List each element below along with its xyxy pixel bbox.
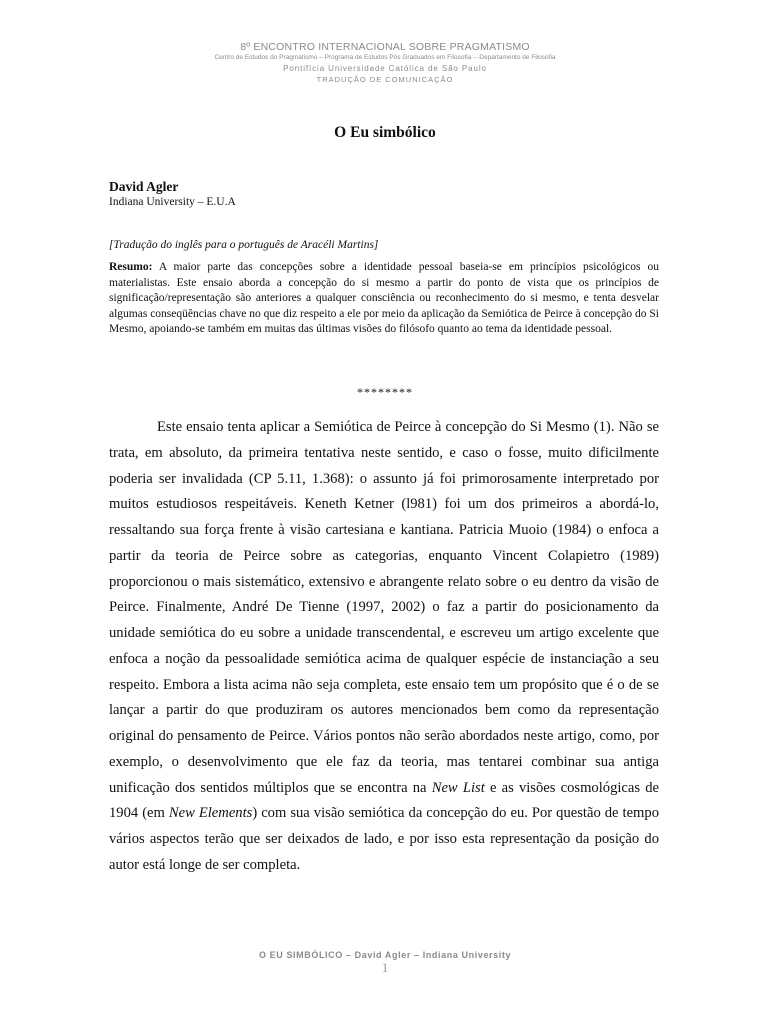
center-line: Centro de Estudos do Pragmatismo – Programa de Estudos Pós Graduados em Filosofia -- Departamento de Filosofia bbox=[214, 54, 556, 61]
body-text-part1: Este ensaio tenta aplicar a Semiótica de Peirce à concepção do Si Mesmo (1). Não se trata, em absoluto, da primeira tentativa neste sentido, e caso o fosse, muito dificilmente poderia ser invalidada (CP 5.11, 1.368): o assunto já foi primorosamente interpretado por muitos estudiosos respeitáveis. Keneth Ketner (l981) foi um dos primeiros a abordá-lo, ressaltando sua força frente à visão cartesiana e kantiana. Patricia Muoio (1984) o enfoca a partir da teoria de Peirce sobre as categorias, enquanto Vincent Colapietro (1989) proporcionou o mais sistemático, extensivo e abrangente relato sobre o eu dentro da visão de Peirce. Finalmente, André De Tienne (1997, 2002) o faz a partir do posicionamento da unidade semiótica do eu sobre a unidade transcendental, e escreveu um artigo excelente que enfoca a noção da pessoalidade semiótica acima de qualquer espécie de instanciação a seu respeito. Embora a lista acima não seja completa, este ensaio tem um propósito que é o de se lançar a partir do que produziram os autores mencionados bem como da representação original do pensamento de Peirce. Vários pontos não serão abordados neste artigo, como, por exemplo, o desenvolvimento que ele faz da teoria, mas tentarei combinar sua antiga unificação dos sentidos múltiplos que se encontra na bbox=[109, 419, 659, 796]
body-text-part2: e as visões cosmológicas de 1904 (em bbox=[109, 779, 660, 822]
author-affiliation: Indiana University – E.U.A bbox=[109, 196, 236, 208]
abstract-label: Resumo: bbox=[109, 261, 153, 273]
page-footer: O EU SIMBÓLICO – David Agler – Indiana University bbox=[258, 950, 512, 960]
body-italic-new-elements: New Elements bbox=[168, 805, 253, 822]
section-separator: ******** bbox=[357, 385, 413, 399]
translation-note: [Tradução do inglês para o português de Aracéli Martins] bbox=[109, 239, 379, 251]
body-text-part3: ) com sua visão semiótica da concepção do eu. Por questão de tempo vários aspectos terão que ser deixados de lado, e por isso esta representação da posição do autor está longe de ser completa. bbox=[109, 805, 659, 873]
university-line: Pontifícia Universidade Católica de São Paulo bbox=[283, 64, 487, 73]
abstract bbox=[109, 260, 659, 338]
abstract-text: A maior parte das concepções sobre a identidade pessoal baseia-se em princípios psicológicos ou materialistas. Este ensaio aborda a concepção do si mesmo a partir do ponto de vista que os princípios de significação/representação são anteriores a qualquer consciência ou reconhecimento do si mesmo, e tenta desvelar algumas conseqüências chave no que diz respeito a ele por meio da aplicação da Semiótica de Peirce à concepção do Si Mesmo, apoiando-se também em muitas das últimas visões do filósofo quanto ao tema da identidade pessoal. bbox=[109, 261, 659, 336]
conference-title: 8º ENCONTRO INTERNACIONAL SOBRE PRAGMATISMO bbox=[240, 41, 530, 53]
paper-title: O Eu simbólico bbox=[334, 124, 436, 141]
body-paragraph bbox=[109, 415, 659, 879]
body-italic-new-list: New List bbox=[431, 779, 485, 796]
page-number: 1 bbox=[381, 960, 389, 975]
document-type-line: TRADUÇÃO DE COMUNICAÇÃO bbox=[316, 75, 454, 84]
author-name: David Agler bbox=[109, 179, 179, 194]
